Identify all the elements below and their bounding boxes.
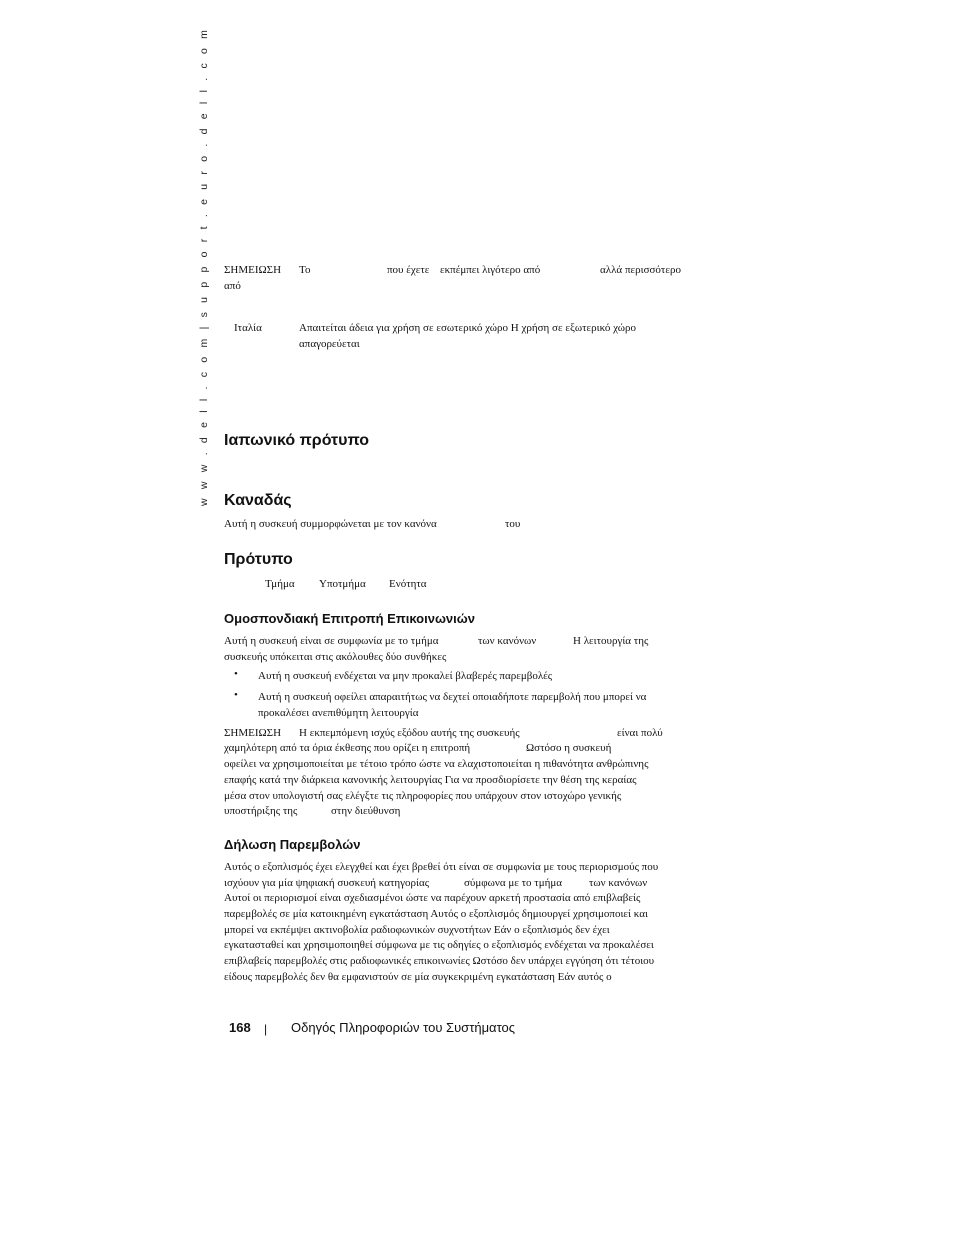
declaration-line2-b: σύμφωνα με το τμήμα: [464, 877, 563, 889]
canada-text-a: Αυτή η συσκευή συμμορφώνεται με τον κανόνα: [224, 518, 437, 530]
heading-fcc: Ομοσπονδιακή Επιτροπή Επικοινωνιών: [224, 611, 475, 626]
standard-col-subpart: Υποτμήμα: [319, 578, 366, 590]
declaration-line1: Αυτός ο εξοπλισμός έχει ελεγχθεί και έχει βρεθεί ότι είναι σε συμφωνία με τους περιορισμούς που: [224, 861, 659, 873]
canada-text-b: του: [505, 518, 521, 530]
fcc-bullet-2-line1: Αυτή η συσκευή οφείλει απαραιτήτως να δεχτεί οποιαδήποτε παρεμβολή που μπορεί να: [258, 691, 647, 703]
note1-word3: εκπέμπει λιγότερο από: [440, 264, 541, 276]
note2-line2-a: χαμηλότερη από τα όρια έκθεσης που ορίζει η επιτροπή: [224, 742, 471, 754]
italy-line1: Απαιτείται άδεια για χρήση σε εσωτερικό χώρο Η χρήση σε εξωτερικό χώρο: [299, 322, 637, 334]
italy-line2: απαγορεύεται: [299, 338, 360, 350]
note2-label: ΣΗΜΕΙΩΣΗ: [224, 727, 282, 739]
standard-col-section: Ενότητα: [389, 578, 427, 590]
note2-line1-c: είναι πολύ: [617, 727, 663, 739]
fcc-line1-a: Αυτή η συσκευή είναι σε συμφωνία με το τμήμα: [224, 635, 439, 647]
note2-line6-b: στην διεύθυνση: [331, 805, 401, 817]
note1-line2: από: [224, 280, 241, 292]
heading-japan: Ιαπωνικό πρότυπο: [224, 432, 370, 449]
declaration-line7: επιβλαβείς παρεμβολές στις ραδιοφωνικές επικοινωνίες Ωστόσο δεν υπάρχει εγγύηση ότι τέτοιου: [224, 955, 655, 967]
declaration-line4: παρεμβολές σε μία κατοικημένη εγκατάσταση Αυτός ο εξοπλισμός δημιουργεί χρησιμοποιεί και: [224, 908, 648, 920]
note1-word2: που έχετε: [387, 264, 430, 276]
fcc-bullet-1: Αυτή η συσκευή ενδέχεται να μην προκαλεί βλαβερές παρεμβολές: [258, 670, 553, 682]
note1-word1: Το: [299, 264, 311, 276]
declaration-line6: εγκατασταθεί και χρησιμοποιηθεί σύμφωνα με τις οδηγίες ο εξοπλισμός ενδέχεται να προκαλέσει: [224, 939, 654, 951]
declaration-line5: μπορεί να εκπέμψει ακτινοβολία ραδιοφωνικών συχνοτήτων Εάν ο εξοπλισμός δεν έχει: [224, 924, 610, 936]
fcc-line1-c: Η λειτουργία της: [573, 635, 649, 647]
note2-line1-b: Η εκπεμπόμενη ισχύς εξόδου αυτής της συσκευής: [299, 727, 520, 739]
standard-col-part: Τμήμα: [265, 578, 295, 590]
note2-line2-b: Ωστόσο η συσκευή: [526, 742, 612, 754]
note1-label: ΣΗΜΕΙΩΣΗ: [224, 264, 282, 276]
fcc-bullet-2-line2: προκαλέσει ανεπιθύμητη λειτουργία: [258, 707, 419, 719]
heading-canada: Καναδάς: [224, 492, 292, 509]
sidebar-url: w w w . d e l l . c o m | s u p p o r t . e u r o . d e l l . c o m: [198, 26, 210, 506]
note2-line6-a: υποστήριξης της: [224, 805, 298, 817]
declaration-line3: Αυτοί οι περιορισμοί είναι σχεδιασμένοι ώστε να παρέχουν αρκετή προστασία από επιβλαβείς: [224, 892, 641, 904]
footer-separator: |: [264, 1022, 268, 1036]
fcc-line2: συσκευής υπόκειται στις ακόλουθες δύο συνθήκες: [224, 651, 447, 663]
declaration-line2-c: των κανόνων: [589, 877, 648, 889]
page-number: 168: [229, 1020, 251, 1035]
italy-country: Ιταλία: [234, 322, 262, 334]
note2-line3: οφείλει να χρησιμοποιείται με τέτοιο τρόπο ώστε να ελαχιστοποιείται η πιθανότητα ανθρώπινης: [224, 758, 649, 770]
bullet-dot: •: [234, 689, 238, 701]
footer-title: Οδηγός Πληροφοριών του Συστήματος: [291, 1020, 516, 1035]
note2-line5: μέσα στον υπολογιστή σας ελέγξτε τις πληροφορίες που υπάρχουν στον ιστοχώρο γενικής: [224, 790, 622, 802]
declaration-line2-a: ισχύουν για μία ψηφιακή συσκευή κατηγορίας: [224, 877, 430, 889]
fcc-line1-b: των κανόνων: [478, 635, 537, 647]
note2-line4: επαφής κατά την διάρκεια κανονικής λειτουργίας Για να προσδιορίσετε την θέση της κεραίας: [224, 774, 637, 786]
heading-standard: Πρότυπο: [224, 551, 293, 568]
heading-declaration: Δήλωση Παρεμβολών: [224, 837, 361, 852]
note1-word4: αλλά περισσότερο: [600, 264, 681, 276]
bullet-dot: •: [234, 668, 238, 680]
declaration-line8: είδους παρεμβολές δεν θα εμφανιστούν σε μία συγκεκριμένη εγκατάσταση Εάν αυτός ο: [224, 971, 612, 983]
